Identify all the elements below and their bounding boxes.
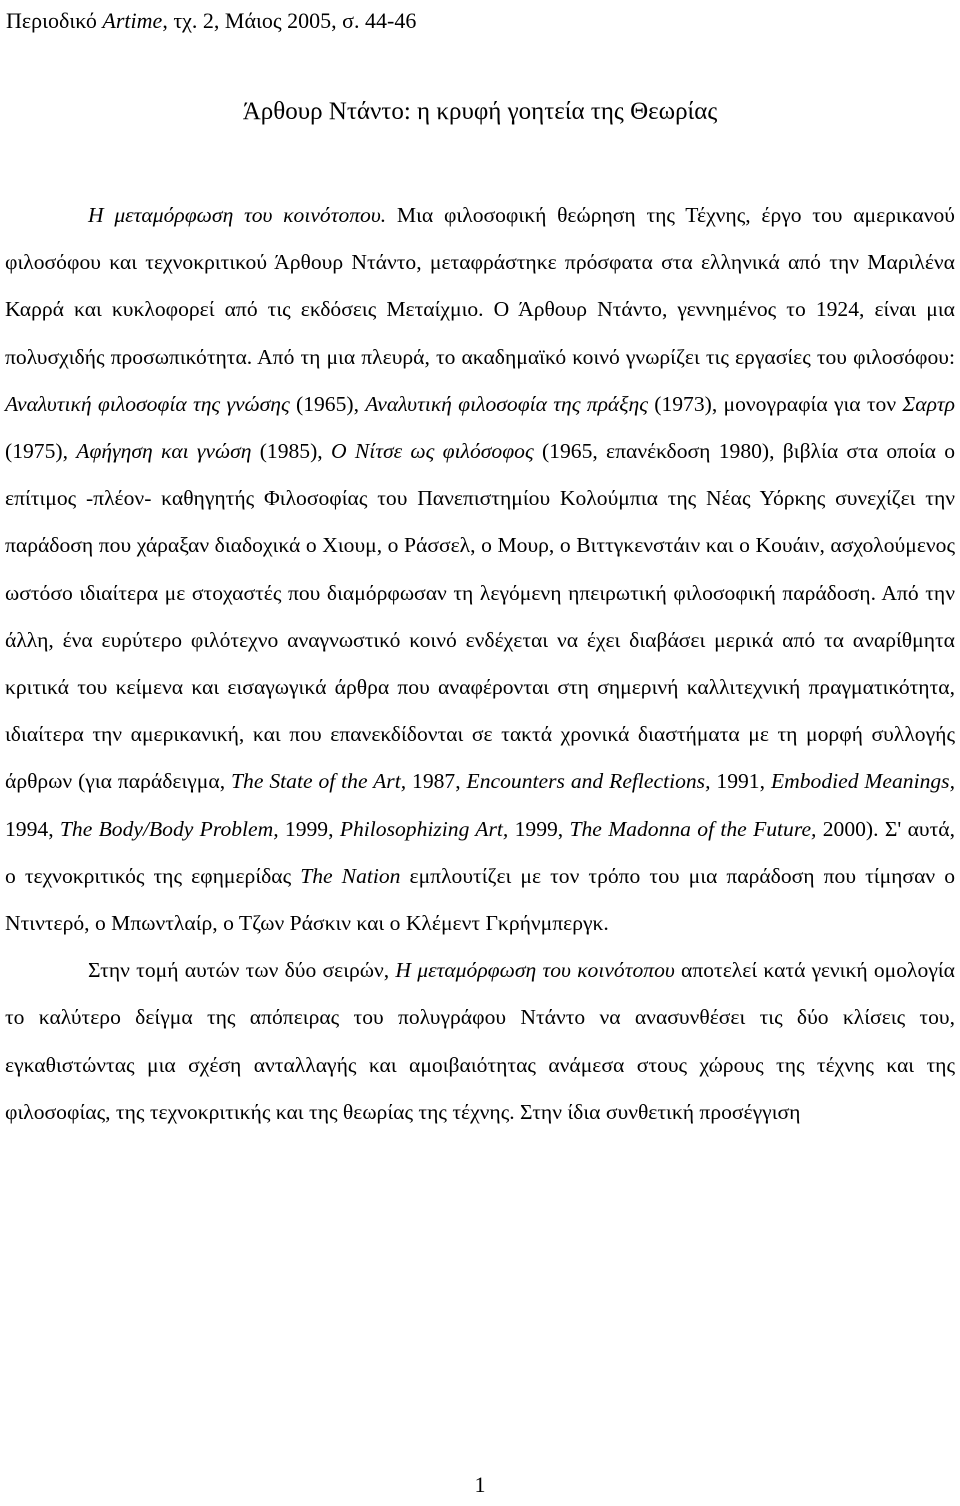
paragraph-1 [5, 192, 955, 947]
newspaper-title: The Nation [300, 863, 401, 888]
paragraph-text: (1965, επανέκδοση 1980), βιβλία στα οποία ο επίτιμος -πλέον- καθηγητής Φιλοσοφίας του Πανεπιστημίου Κολούμπια της Νέας Υόρκης συνεχίζει την παράδοση που χάραξαν διαδοχικά ο Χιουμ, ο Ράσσελ, ο Μουρ, ο Βιττγκενστάιν και ο Κουάιν, ασχολούμενος ωστόσο ιδιαίτερα με στοχαστές που διαμόρφωσαν τη λεγόμενη ηπειρωτική φιλοσοφική παράδοση. Από την άλλη, ένα ευρύτερο φιλότεχνο αναγνωστικό κοινό ενδέχεται να έχει διαβάσει μερικά από τα αναρίθμητα κριτικά του κείμενα και εισαγωγικά άρθρα που αναφέρονται στη σημερινή καλλιτεχνική πραγματικότητα, ιδιαίτερα την αμερικανική, και που επανεκδίδονται σε τακτά χρονικά διαστήματα με τη μορφή συλλογής άρθρων (για παράδειγμα, [5, 439, 956, 794]
paragraph-text: (1985), [251, 439, 331, 464]
paragraph-text: 1994, [5, 816, 60, 841]
publication-header [6, 3, 416, 39]
journal-name: Artime [102, 8, 163, 33]
book-title-italic: Η μεταμόρφωση του κοινότοπου [395, 958, 675, 983]
work-title: Embodied Meanings, [770, 769, 955, 794]
work-title: Philosophizing Art, [339, 816, 509, 841]
article-title: Άρθουρ Ντάντο: η κρυφή γοητεία της Θεωρίας [242, 98, 718, 125]
work-title: Σαρτρ [902, 391, 956, 416]
paragraph-text: αποτελεί κατά γενική ομολογία το καλύτερο δείγμα της απόπειρας του πολυγράφου Ντάντο να ανασυνθέσει τις δύο κλίσεις του, εγκαθιστώντας μια σχέση ανταλλαγής και αμοιβαιότητας ανάμεσα στους χώρους της τέχνης και της φιλοσοφίας, της τεχνοκριτικής και της θεωρίας της τέχνης. Στην ίδια συνθετική προσέγγιση [5, 958, 955, 1124]
paragraph-text: (1965), [289, 391, 366, 416]
paragraph-text: 1987, [406, 769, 467, 794]
work-title: Encounters and Reflections, [466, 769, 711, 794]
paragraph-text: 1991, [710, 769, 771, 794]
paragraph-text: 1999, [508, 816, 570, 841]
paragraph-text: (1973), μονογραφία για τον [648, 391, 903, 416]
work-title: The Madonna of the Future, [569, 816, 817, 841]
work-title: Ο Νίτσε ως φιλόσοφος [330, 439, 534, 464]
paragraph-text: (1975), [5, 439, 77, 464]
work-title: The State of the Art, [231, 769, 407, 794]
paragraph-text: 1999, [278, 816, 340, 841]
work-title: Αφήγηση και γνώση [76, 439, 252, 464]
paragraph-text: εμπλουτίζει με τον τρόπο του μια παράδοση που τίμησαν ο Ντιντερό, ο Μπωντλαίρ, ο Τζων Ράσκιν και ο Κλέμεντ Γκρήνμπεργκ. [5, 863, 956, 936]
paragraph-2 [5, 947, 955, 1136]
book-title-italic: Η μεταμόρφωση του κοινότοπου. [88, 203, 387, 227]
paragraph-text: 2000). Σ' αυτά, ο τεχνοκριτικός της εφημερίδας [5, 816, 955, 888]
page-number: 1 [474, 1472, 486, 1497]
article-body [5, 192, 955, 1136]
header-text-issue: , τχ. 2, Μάιος 2005, σ. 44-46 [162, 8, 417, 33]
work-title: Αναλυτική φιλοσοφία της πράξης [365, 391, 648, 416]
header-text-prefix: Περιοδικό [6, 8, 103, 33]
work-title: Αναλυτική φιλοσοφία της γνώσης [5, 391, 290, 416]
work-title: The Body/Body Problem, [59, 816, 279, 841]
paragraph-text: έργο του αμερικανού φιλοσόφου και τεχνοκριτικού Άρθουρ Ντάντο, μεταφράστηκε πρόσφατα στα ελληνικά από την Μαριλένα Καρρά και κυκλοφορεί από τις εκδόσεις Μεταίχμιο. Ο Άρθουρ Ντάντο, γεννημένος το 1924, είναι μια πολυσχιδής προσωπικότητα. Από τη μια πλευρά, το ακαδημαϊκό κοινό γνωρίζει τις εργασίες του φιλοσόφου: [5, 203, 955, 369]
paragraph-text: Στην τομή αυτών των δύο σειρών, [88, 958, 396, 983]
book-subtitle: Μια φιλοσοφική θεώρηση της Τέχνης, [386, 203, 751, 227]
